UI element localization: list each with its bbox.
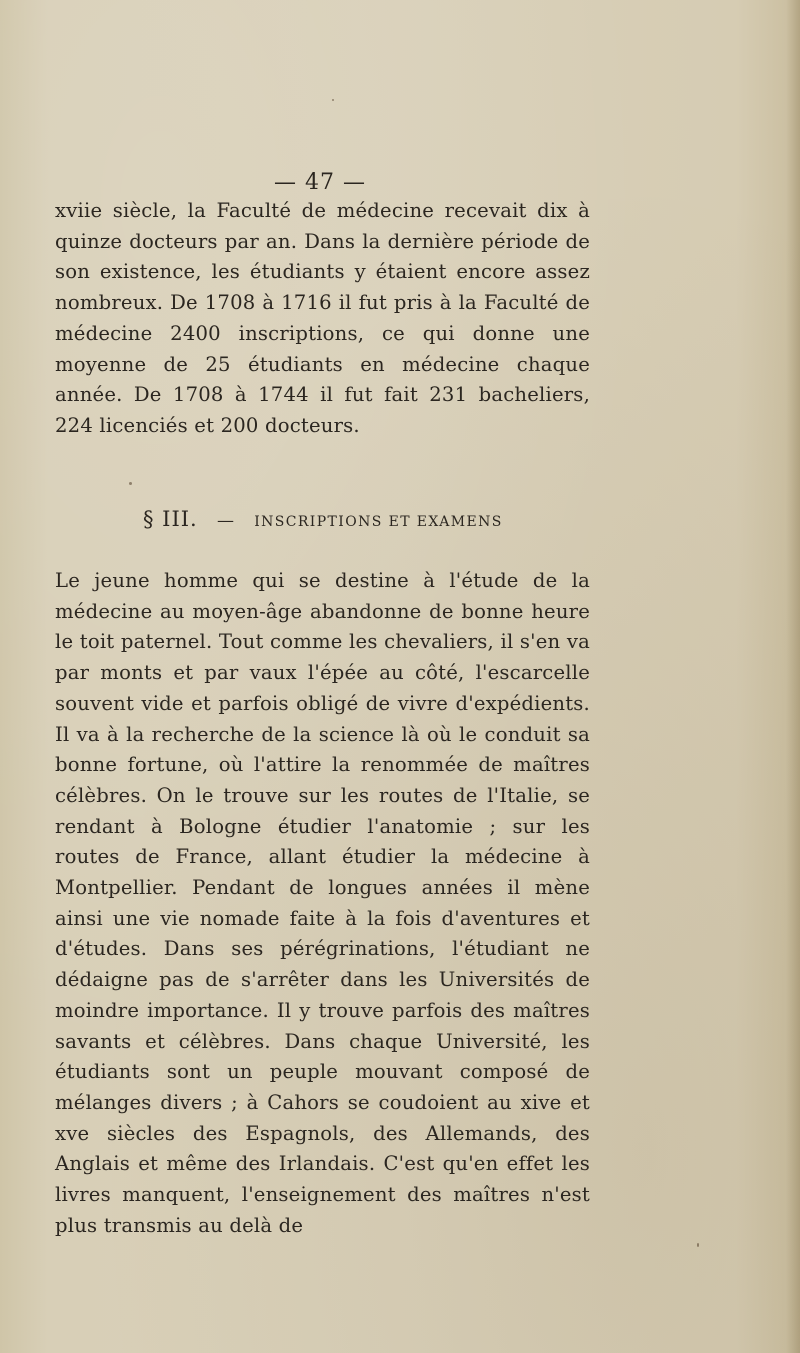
- page-edge-shadow: [786, 0, 800, 1353]
- ink-speck: [129, 482, 132, 485]
- section-dash: —: [216, 511, 235, 531]
- paragraph-2: Le jeune homme qui se destine à l'étude de la médecine au moyen-âge abandonne de bonne heure le toit paternel. Tout comme les chevaliers, il s'en va par monts et par vaux l'épée au côté, l'escarcelle souvent vide et parfois obligé de vivre d'expédients. Il va à la recherche de la science là où le conduit sa bonne fortune, où l'attire la renommée de maîtres célèbres. On le trouve sur les routes de l'Italie, se rendant à Bologne étudier l'anatomie ; sur les routes de France, allant étudier la médecine à Montpellier. Pendant de longues années il mène ainsi une vie nomade faite à la fois d'aventures et d'études. Dans ses pérégrinations, l'étudiant ne dédaigne pas de s'arrêter dans les Universités de moindre importance. Il y trouve parfois des maîtres savants et célèbres. Dans chaque Université, les étudiants sont un peuple mouvant composé de mélanges divers ; à Cahors se coudoient au xive et xve siècles des Espagnols, des Allemands, des Anglais et même des Irlandais. C'est qu'en effet les livres manquent, l'enseignement des maîtres n'est plus transmis au delà de: [55, 569, 590, 1237]
- section-number: § III.: [143, 507, 198, 531]
- ink-speck: [697, 1243, 699, 1247]
- page-number: — 47 —: [274, 170, 366, 195]
- ink-speck: [332, 99, 334, 101]
- section-heading: [143, 507, 563, 531]
- section-title: INSCRIPTIONS ET EXAMENS: [254, 514, 503, 530]
- paragraph-1: xviie siècle, la Faculté de médecine recevait dix à quinze docteurs par an. Dans la dernière période de son existence, les étudiants y étaient encore assez nombreux. De 1708 à 1716 il fut pris à la Faculté de médecine 2400 inscriptions, ce qui donne une moyenne de 25 étudiants en médecine chaque année. De 1708 à 1744 il fut fait 231 bacheliers, 224 licenciés et 200 docteurs.: [55, 199, 590, 437]
